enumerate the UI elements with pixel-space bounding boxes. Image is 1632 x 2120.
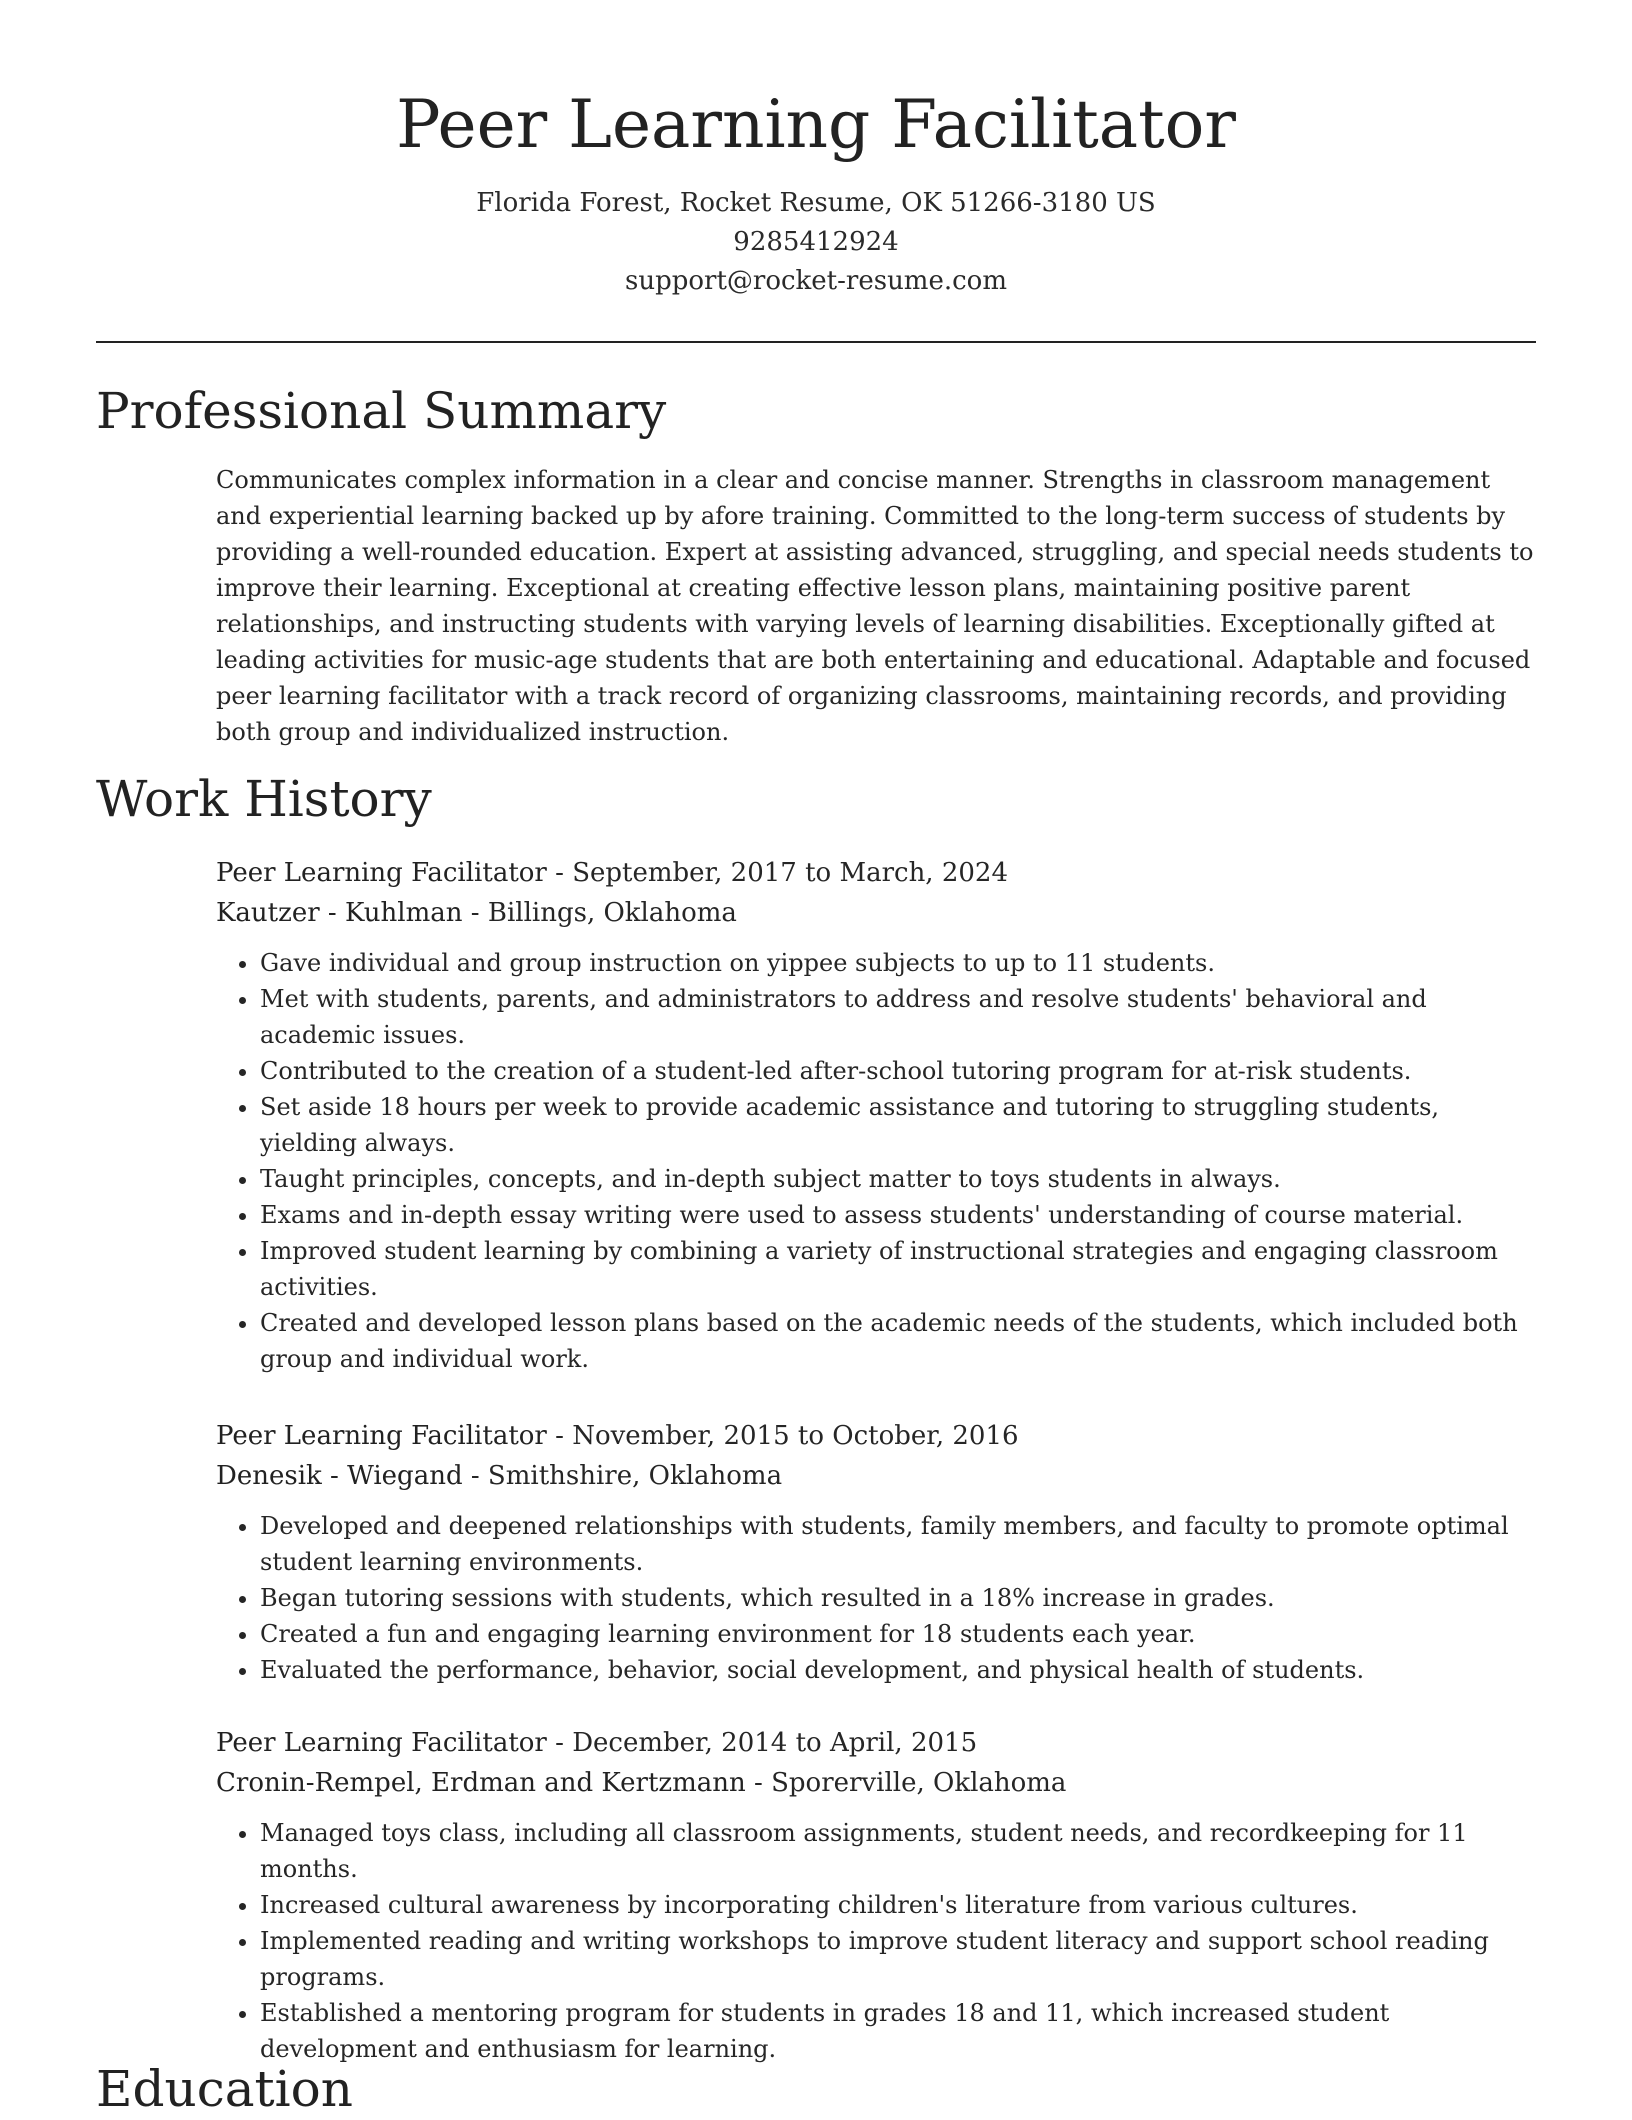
job-title: Peer Learning Facilitator xyxy=(216,1728,547,1758)
job-entry xyxy=(216,1723,1542,2067)
job-bullet: • Set aside 18 hours per week to provide academic assistance and tutoring to struggling students, yielding always. xyxy=(260,1089,1542,1161)
job-title: Peer Learning Facilitator xyxy=(216,1421,547,1451)
job-company-line xyxy=(216,893,1542,933)
header-divider xyxy=(96,341,1536,343)
resume-header xyxy=(96,80,1536,301)
separator: - xyxy=(546,1421,573,1451)
work-history-heading: Work History xyxy=(96,770,432,828)
job-bullets xyxy=(216,1508,1542,1688)
contact-address: Florida Forest, Rocket Resume, OK 51266-3180 US xyxy=(476,188,1156,218)
job-company-line xyxy=(216,1763,1542,1803)
job-bullet: • Created a fun and engaging learning environment for 18 students each year. xyxy=(260,1616,1542,1652)
job-company: Denesik - Wiegand xyxy=(216,1461,463,1491)
job-entry xyxy=(216,853,1542,1377)
job-bullet: • Increased cultural awareness by incorporating children's literature from various cultures. xyxy=(260,1887,1542,1923)
job-bullet: • Contributed to the creation of a student-led after-school tutoring program for at-risk students. xyxy=(260,1053,1542,1089)
job-bullet: • Began tutoring sessions with students, which resulted in a 18% increase in grades. xyxy=(260,1580,1542,1616)
education-heading: Education xyxy=(96,2060,353,2118)
separator: - xyxy=(546,1728,573,1758)
separator: - xyxy=(546,858,573,888)
job-bullet: • Established a mentoring program for students in grades 18 and 11, which increased student development and enthusiasm for learning. xyxy=(260,1995,1542,2067)
job-bullet: • Evaluated the performance, behavior, social development, and physical health of students. xyxy=(260,1652,1542,1688)
job-title: Peer Learning Facilitator xyxy=(216,858,547,888)
job-company-line xyxy=(216,1456,1542,1496)
job-bullet: • Managed toys class, including all classroom assignments, student needs, and recordkeeping for 11 months. xyxy=(260,1815,1542,1887)
job-title-line xyxy=(216,853,1542,893)
job-dates: September, 2017 to March, 2024 xyxy=(572,858,1009,888)
contact-block xyxy=(96,184,1536,301)
job-bullet: • Implemented reading and writing workshops to improve student literacy and support school reading programs. xyxy=(260,1923,1542,1995)
job-bullet: • Met with students, parents, and administrators to address and resolve students' behavioral and academic issues. xyxy=(260,981,1542,1053)
job-bullet: • Taught principles, concepts, and in-depth subject matter to toys students in always. xyxy=(260,1161,1542,1197)
job-title-line xyxy=(216,1723,1542,1763)
job-company: Cronin-Rempel, Erdman and Kertzmann xyxy=(216,1768,746,1798)
summary-text: Communicates complex information in a clear and concise manner. Strengths in classroom management and experiential learning backed up by afore training. Committed to the long-term success of students by providing a well-rounded education. Expert at assisting advanced, struggling, and special needs students to improve their learning. Exceptional at creating effective lesson plans, maintaining positive parent relationships, and instructing students with varying levels of learning disabilities. Exceptionally gifted at leading activities for music-age students that are both entertaining and educational. Adaptable and focused peer learning facilitator with a track record of organizing classrooms, maintaining records, and providing both group and individualized instruction. xyxy=(216,466,1534,746)
summary-heading: Professional Summary xyxy=(96,382,667,440)
job-location: Billings, Oklahoma xyxy=(487,898,737,928)
job-location: Sporerville, Oklahoma xyxy=(771,1768,1067,1798)
candidate-name: Peer Learning Facilitator xyxy=(396,86,1236,163)
job-company: Kautzer - Kuhlman xyxy=(216,898,463,928)
job-bullet: • Improved student learning by combining a variety of instructional strategies and engaging classroom activities. xyxy=(260,1233,1542,1305)
contact-phone: 9285412924 xyxy=(733,227,899,257)
job-bullets xyxy=(216,1815,1542,2067)
job-bullet: • Created and developed lesson plans based on the academic needs of the students, which included both group and individual work. xyxy=(260,1305,1542,1377)
job-dates: December, 2014 to April, 2015 xyxy=(572,1728,978,1758)
separator: - xyxy=(462,1461,488,1491)
job-bullet: • Exams and in-depth essay writing were used to assess students' understanding of course material. xyxy=(260,1197,1542,1233)
job-location: Smithshire, Oklahoma xyxy=(487,1461,783,1491)
job-bullets xyxy=(216,945,1542,1377)
separator: - xyxy=(462,898,488,928)
job-bullet: • Developed and deepened relationships with students, family members, and faculty to promote optimal student learning environments. xyxy=(260,1508,1542,1580)
job-dates: November, 2015 to October, 2016 xyxy=(572,1421,1019,1451)
job-bullet: • Gave individual and group instruction on yippee subjects to up to 11 students. xyxy=(260,945,1542,981)
separator: - xyxy=(745,1768,772,1798)
contact-email: support@rocket-resume.com xyxy=(624,266,1007,296)
job-entry xyxy=(216,1416,1542,1688)
job-title-line xyxy=(216,1416,1542,1456)
